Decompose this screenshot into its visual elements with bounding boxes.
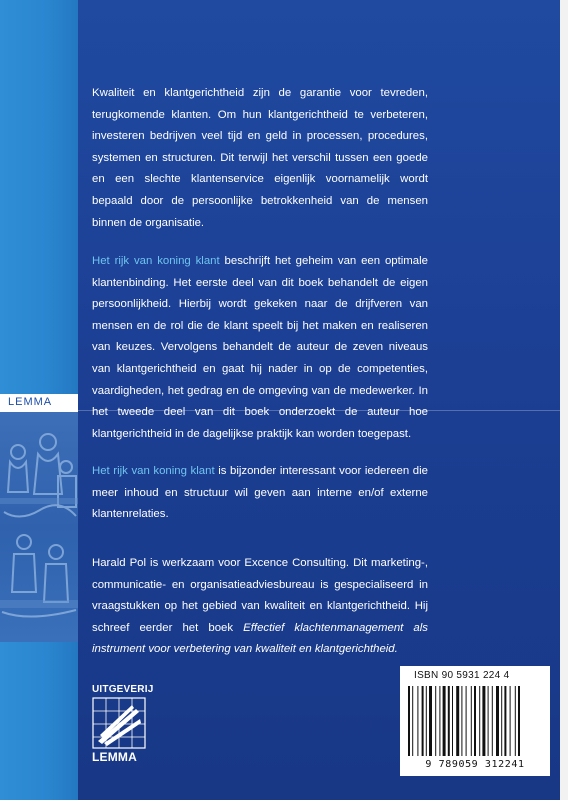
barcode-bar [439,686,440,756]
barcode-box [400,666,550,776]
barcode-bar [429,686,432,756]
barcode-bar [518,686,520,756]
barcode-bar [412,686,413,756]
barcode-bar [461,686,462,756]
barcode-bar [443,686,446,756]
barcode-bar [471,686,472,756]
people-photo-illustration [0,412,78,642]
publisher-name-top: UITGEVERIJ [92,684,154,695]
people-photo-strip [0,412,78,642]
description-paragraph [92,251,428,445]
barcode-bar [452,686,453,756]
barcode-bar [488,686,489,756]
isbn-number: ISBN 90 5931 224 4 [414,670,510,681]
series-label: LEMMA [8,396,53,408]
audience-text: is bijzonder interessant voor iedereen die meer inhoud en structuur wil geven aan interne en/of externe klantenrelaties. [92,465,428,521]
book-stack-icon [92,697,148,749]
book-title-highlight: Het rijk van koning klant [92,255,220,267]
barcode-bar [426,686,427,756]
barcode-bar [496,686,499,756]
barcode-bar [482,686,485,756]
barcode-bar [422,686,424,756]
barcode-bar [515,686,516,756]
intro-paragraph [92,83,428,234]
barcode-bar [435,686,436,756]
barcode-bar [417,686,418,756]
barcode-bar [504,686,506,756]
barcode-bar [466,686,467,756]
barcode-bar [456,686,459,756]
previous-book-title: Effectief klachtenmanagement als instrument voor verbetering van kwaliteit en klantgerichtheid. [92,621,428,656]
author-text: Harald Pol is werkzaam voor Excence Consulting. Dit marketing-, communicatie- en organisatieadviesbureau is gespecialiseerd in vraagstukken op het gebied van kwaliteit en klantgerichtheid. Hij schreef eerder het boek [92,557,428,634]
ean-number: 9 789059 312241 [425,759,525,770]
publisher-logo [92,684,152,764]
description-text: beschrijft het geheim van een optimale klantenbinding. Het eerste deel van dit boek behandelt de eigen persoonlijkheid. Hierbij wordt gekeken naar de drijfveren van mensen en de rol die de klant speelt bij het maken en realiseren van keuzes. Vervolgens behandelt de auteur de zeven niveaus van klantgerichtheid en gaat hij nader in op de competenties, vaardigheden, het gedrag en de omgeving van de medewerker. In het tweede deel van dit boek onderzoekt de auteur hoe klantgerichtheid in de dagelijkse praktijk kan worden toegepast. [92,255,428,440]
publisher-name-bottom: LEMMA [92,750,137,764]
barcode-bar [408,686,410,756]
book-title-highlight-2: Het rijk van koning klant [92,465,215,477]
barcode-bar [479,686,480,756]
barcode-bar [448,686,450,756]
barcode-bar [501,686,502,756]
author-paragraph [92,553,428,661]
barcode-bar [474,686,476,756]
audience-paragraph [92,461,428,526]
barcode-bar [492,686,493,756]
intro-text: Kwaliteit en klantgerichtheid zijn de garantie voor tevreden, terugkomende klanten. Om hun klantgerichtheid te verbeteren, investeren bedrijven veel tijd en geld in processen, procedures, systemen en structuren. Dit terwijl het verschil tussen een goede en een slechte klantenservice eigenlijk voornamelijk wordt bepaald door de persoonlijke betrokkenheid van de mensen binnen de organisatie. [92,87,428,229]
barcode-bar [510,686,511,756]
barcode-icon [406,686,544,758]
